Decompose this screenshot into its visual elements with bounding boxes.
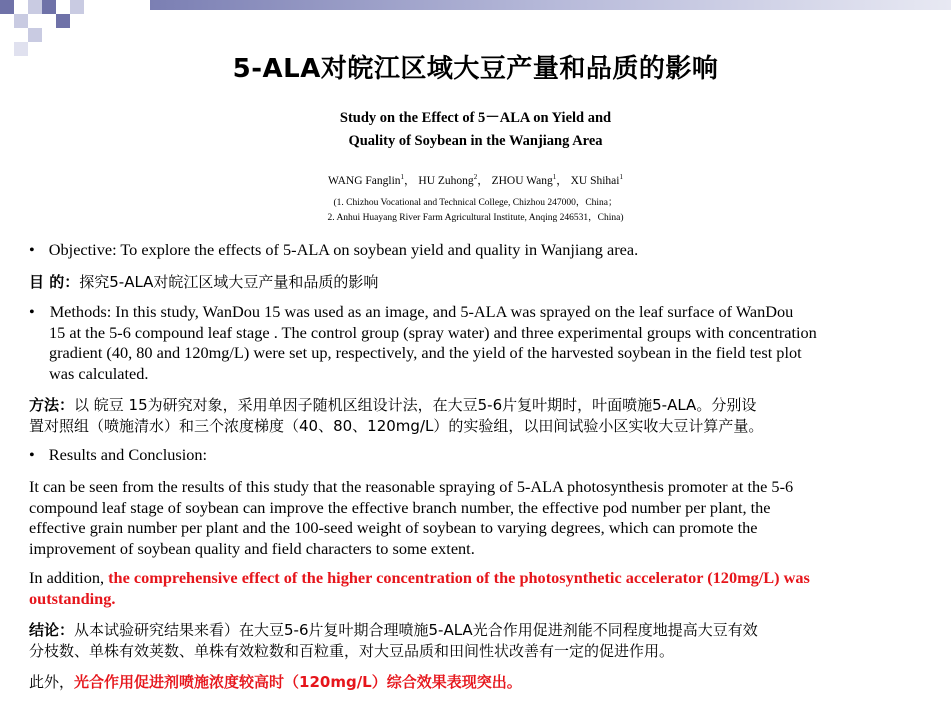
methods-cn-label: 方法： bbox=[29, 396, 75, 414]
author-name: XU Shihai bbox=[570, 175, 620, 187]
author-name: ZHOU Wang bbox=[491, 175, 553, 187]
results-line: effective grain number per plant and the 100-seed weight of soybean to varying degrees, which can promote the bbox=[29, 518, 758, 537]
author-separator: ， bbox=[477, 175, 489, 187]
paper-title bbox=[0, 107, 951, 153]
author-sup: 1 bbox=[400, 173, 405, 182]
header-band bbox=[150, 0, 951, 10]
bullet-glyph: • bbox=[29, 240, 35, 259]
bullet-glyph: • bbox=[29, 445, 35, 464]
methods-en-line: 15 at the 5-6 compound leaf stage . The control group (spray water) and three experimental groups with concentration bbox=[49, 322, 817, 342]
objective-cn-text: 探究5-ALA对皖江区域大豆产量和品质的影响 bbox=[79, 273, 379, 291]
author-sup: 2 bbox=[473, 173, 478, 182]
addition-highlight: the comprehensive effect of the higher concentration of the photosynthetic accelerator (120mg/L) was bbox=[108, 568, 810, 587]
author-name: HU Zuhong bbox=[418, 175, 474, 187]
objective-cn-label: 目 的： bbox=[29, 273, 80, 291]
decor-square bbox=[56, 14, 70, 28]
results-line: improvement of soybean quality and field characters to some extent. bbox=[29, 538, 475, 558]
paper-title-line: Study on the Effect of 5－ALA on Yield and bbox=[339, 110, 612, 126]
author-sup: 1 bbox=[552, 173, 557, 182]
conclusion-cn bbox=[29, 620, 934, 662]
methods-cn bbox=[29, 395, 934, 437]
author-sup: 1 bbox=[619, 173, 623, 182]
conclusion-cn-line: 分枝数、单株有效荚数、单株有效粒数和百粒重，对大豆品质和田间性状改善有一定的促进作用。 bbox=[29, 642, 675, 660]
author-list bbox=[0, 172, 951, 188]
conclusion-cn-label: 结论： bbox=[29, 621, 75, 639]
results-line: It can be seen from the results of this study that the reasonable spraying of 5-ALA photosynthesis promoter at the 5-6 bbox=[29, 477, 794, 496]
final-cn-highlight: 光合作用促进剂喷施浓度较高时（120mg/L）综合效果表现突出。 bbox=[74, 673, 522, 691]
author-name: WANG Fanglin bbox=[328, 175, 401, 187]
author-separator: ， bbox=[556, 175, 568, 187]
page-title: 5-ALA对皖江区域大豆产量和品质的影响 bbox=[232, 54, 719, 84]
objective-en bbox=[29, 240, 934, 261]
affiliation: (1. Chizhou Vocational and Technical College, Chizhou 247000，China； bbox=[333, 198, 618, 208]
addition-prefix: In addition, bbox=[29, 568, 109, 587]
decor-square bbox=[0, 0, 14, 14]
author-separator: ， bbox=[404, 175, 416, 187]
methods-en-line: gradient (40, 80 and 120mg/L) were set up, respectively, and the yield of the harvested soybean in the field test plot bbox=[49, 343, 802, 362]
objective-en-text: Objective: To explore the effects of 5-ALA on soybean yield and quality in Wanjiang area. bbox=[48, 240, 639, 259]
addition-highlight: outstanding. bbox=[29, 588, 116, 608]
methods-cn-line: 置对照组（喷施清水）和三个浓度梯度（40、80、120mg/L）的实验组，以田间试验小区实收大豆计算产量。 bbox=[29, 417, 764, 435]
results-heading bbox=[29, 445, 934, 466]
affiliation: 2. Anhui Huayang River Farm Agricultural Institute, Anqing 246531，China) bbox=[327, 213, 624, 223]
final-cn bbox=[29, 672, 934, 693]
methods-en-line: Methods: In this study, WanDou 15 was used as an image, and 5-ALA was sprayed on the leaf surface of WanDou bbox=[49, 302, 794, 321]
results-paragraph bbox=[29, 477, 934, 559]
results-line: compound leaf stage of soybean can improve the effective branch number, the effective pod number per plant, the bbox=[29, 497, 771, 517]
final-cn-prefix: 此外， bbox=[29, 673, 75, 691]
bullet-glyph: • bbox=[29, 302, 35, 321]
paper-title-line: Quality of Soybean in the Wanjiang Area bbox=[348, 133, 603, 149]
decor-square bbox=[70, 0, 84, 14]
decor-square bbox=[14, 14, 28, 28]
methods-cn-line: 以 皖豆 15为研究对象，采用单因子随机区组设计法，在大豆5-6片复叶期时，叶面喷施5-ALA。分别设 bbox=[74, 396, 757, 414]
decor-square bbox=[28, 0, 42, 14]
results-heading-text: Results and Conclusion: bbox=[48, 445, 208, 464]
conclusion-cn-line: 从本试验研究结果来看）在大豆5-6片复叶期合理喷施5-ALA光合作用促进剂能不同程度地提高大豆有效 bbox=[74, 621, 758, 639]
methods-en-line: was calculated. bbox=[49, 363, 149, 383]
objective-cn bbox=[29, 272, 934, 293]
methods-en bbox=[29, 302, 934, 384]
addition-en bbox=[29, 568, 934, 609]
decor-square bbox=[42, 0, 56, 14]
decor-square bbox=[28, 28, 42, 42]
